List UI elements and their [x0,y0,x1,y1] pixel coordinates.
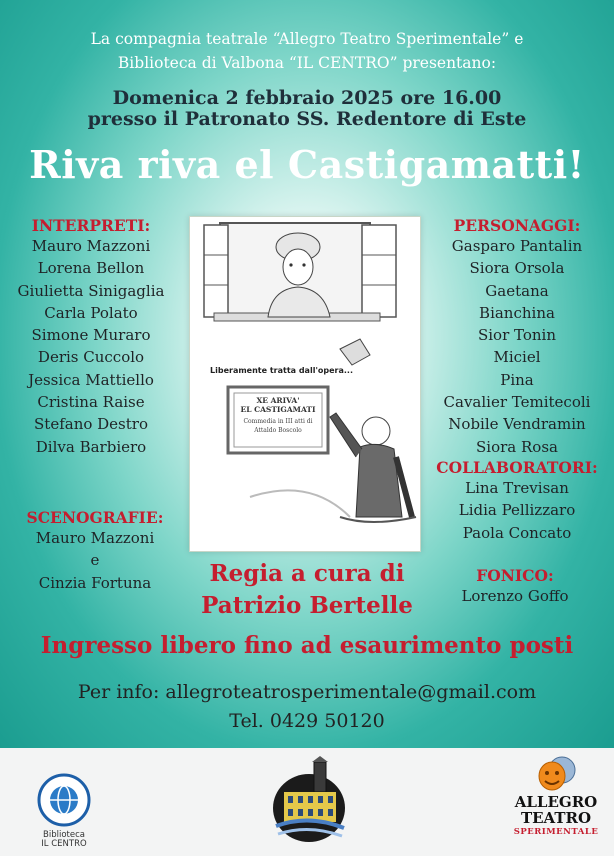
intro-line-1: La compagnia teatrale “Allegro Teatro Sperimentale” e [90,30,524,48]
event-date: Domenica 2 febbraio 2025 ore 16.00 [112,87,502,109]
collaborator-name: Lidia Pellizzaro [458,501,576,520]
intro-line-2: Biblioteca di Valbona “IL CENTRO” presentano: [117,54,497,72]
personaggi-heading: PERSONAGGI: [453,216,581,235]
info-phone: Tel. 0429 50120 [229,710,385,732]
event-place: presso il Patronato SS. Redentore di Este [87,108,527,130]
scenografie-heading: SCENOGRAFIE: [26,508,164,527]
cast-name: Mauro Mazzoni [31,237,151,255]
character-name: Pina [500,370,534,389]
character-name: Gaetana [485,281,549,300]
scenografie-name: e [90,551,100,570]
collaborator-name: Lina Trevisan [465,478,569,497]
cast-name: Lorena Bellon [37,259,145,278]
scenografie-name: Cinzia Fortuna [38,573,152,592]
character-name: Bianchina [479,303,555,322]
event-title: Riva riva el Castigamatti! [29,142,585,187]
cast-name: Giulietta Sinigaglia [17,281,165,300]
illustration-drawing [190,217,420,551]
frame-title-1: XE ARIVA' [256,396,300,405]
interpreti-section [0,216,182,458]
allegro-logo-line-1: ALLEGRO [514,793,598,811]
allegro-logo-line-2: TEATRO [520,809,592,827]
play-illustration [189,216,421,552]
character-name: Sior Tonin [477,326,557,345]
character-name: Cavalier Temitecoli [443,393,591,412]
biblioteca-caption-1: Biblioteca [43,830,85,840]
theatre-masks-logo [536,756,580,792]
frame-sub-2: Attaldo Boscolo [254,427,302,434]
character-name: Nobile Vendramin [448,415,586,434]
personaggi-section [420,216,614,544]
cast-name: Cristina Raise [37,393,145,412]
allegro-logo-line-3: SPERIMENTALE [513,827,599,837]
collaboratori-heading: COLLABORATORI: [436,457,598,477]
character-name: Miciel [493,348,541,367]
cast-name: Dilva Barbiero [35,437,147,456]
cast-name: Simone Muraro [31,326,151,345]
regia-line-2: Patrizio Bertelle [201,592,413,619]
patronato-logo [268,756,350,846]
ingresso-line: Ingresso libero fino ad esaurimento posti [40,632,574,659]
character-name: Gasparo Pantalin [451,237,583,255]
character-name: Siora Orsola [469,259,565,278]
sponsor-footer [0,748,614,856]
regia-line-1: Regia a cura di [209,560,405,587]
cast-name: Jessica Mattiello [28,370,154,389]
info-email: Per info: allegroteatrosperimentale@gmail.com [77,681,537,703]
interpreti-heading: INTERPRETI: [31,216,151,235]
frame-sub-1: Commedia in III atti di [243,418,313,425]
illustration-banner: Liberamente tratta dall'opera... [210,366,353,375]
cast-name: Deris Cuccolo [37,348,145,367]
building-icon [268,756,350,846]
theatre-masks-icon [536,756,580,792]
fonico-heading: FONICO: [476,566,554,585]
scenografie-name: Mauro Mazzoni [35,529,155,547]
cast-name: Carla Polato [44,303,138,322]
collaborator-name: Paola Concato [462,523,572,542]
biblioteca-logo [36,772,92,828]
frame-title-2: EL CASTIGAMATI [240,405,316,414]
globe-icon [36,772,92,828]
biblioteca-caption-2: IL CENTRO [41,839,87,849]
fonico-name: Lorenzo Goffo [461,587,569,605]
cast-name: Stefano Destro [34,415,148,434]
character-name: Siora Rosa [476,437,558,456]
